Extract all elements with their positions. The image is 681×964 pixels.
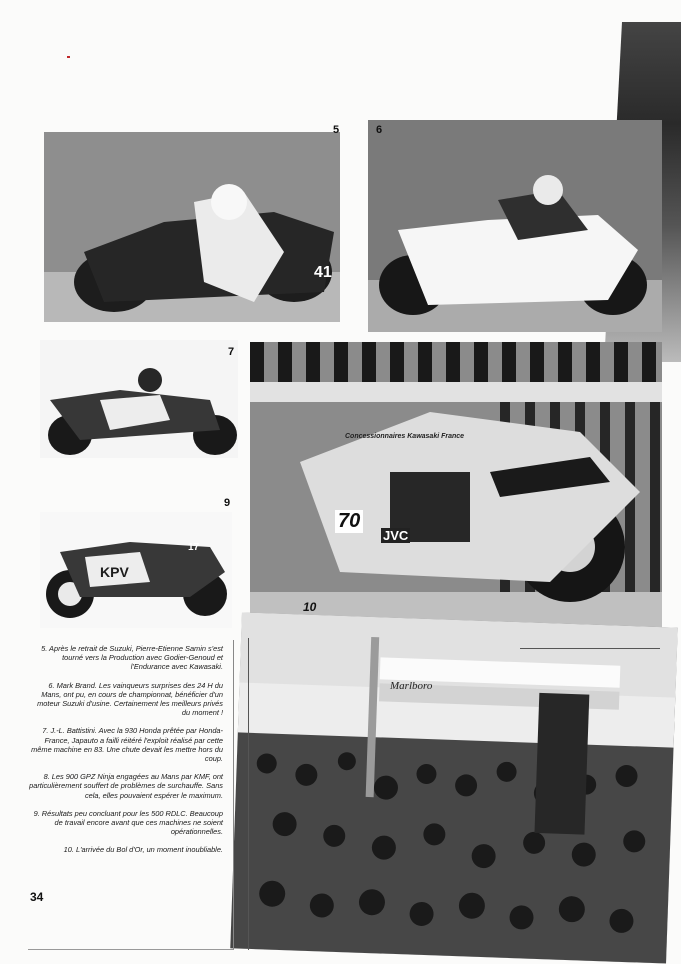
caption-6: 6. Mark Brand. Les vainqueurs surprises des 24 H du Mans, ont pu, en cours de championnat, bénéficier d'un moteur Suzuki d'usine. Certainement les meilleurs privés du moment ! (37, 680, 223, 718)
photo-8-fairing-text: Concessionnaires Kawasaki France (345, 433, 465, 440)
frame-rule (520, 648, 660, 649)
svg-text:41: 41 (314, 264, 332, 281)
photo-8 (250, 342, 662, 638)
photo-10-banner: Marlboro (390, 680, 433, 692)
page-number: 34 (30, 890, 44, 904)
photo-9-number: 9 (224, 497, 231, 509)
photo-6 (368, 120, 662, 332)
caption-5: 5. Après le retrait de Suzuki, Pierre-Etienne Samin s'est tourné vers la Production avec Godier-Genoud et l'Endurance avec Kawasaki. (41, 644, 223, 672)
photo-10 (230, 612, 677, 963)
photo-6-number: 6 (376, 124, 383, 136)
photo-7-number: 7 (228, 346, 235, 358)
photo-5 (44, 132, 340, 322)
photo-9 (40, 512, 232, 628)
frame-rule (248, 638, 249, 950)
caption-9: 9. Résultats peu concluant pour les 500 RDLC. Beaucoup de travail encore avant que ces machines ne soient opérationnelles. (33, 808, 223, 837)
photo-8-sponsor: JVC (383, 528, 409, 543)
photo-5-number: 5 (333, 124, 340, 136)
caption-8: 8. Les 900 GPZ Ninja engagées au Mans par KMF, ont particulièrement souffert de problèmes de surchauffe. Sans cela, elles pouvaient espérer le maximum. (29, 772, 223, 800)
svg-text:KPV: KPV (100, 564, 129, 580)
photo-8-race-number: 70 (335, 510, 363, 533)
photo-10-number: 10 (303, 600, 317, 614)
ink-mark (67, 56, 70, 58)
photo-7 (40, 340, 238, 458)
caption-block (28, 640, 234, 950)
caption-7: 7. J.-L. Battistini. Avec la 930 Honda prêtée par Honda-France, Japauto a failli réitéré l'exploit réalisé par cette même machine en 83. Une chute devait les mettre hors du coup. (31, 726, 223, 764)
caption-10: 10. L'arrivée du Bol d'Or, un moment inoubliable. (63, 845, 223, 855)
svg-text:17: 17 (188, 542, 200, 553)
